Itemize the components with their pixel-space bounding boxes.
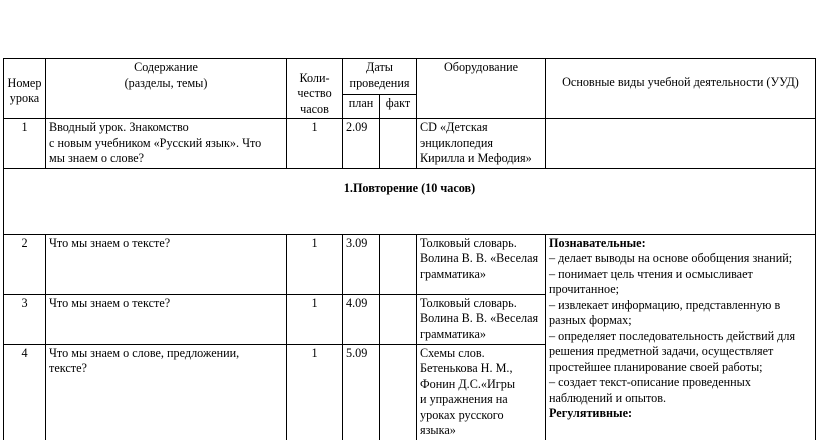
lesson-hours: 1 (287, 344, 343, 440)
lesson-number: 2 (4, 234, 46, 294)
header-hours: Коли- чество часов (287, 59, 343, 119)
lesson-hours: 1 (287, 234, 343, 294)
lesson-fact-date (380, 294, 417, 344)
header-activities: Основные виды учебной деятельности (УУД) (546, 59, 816, 119)
lesson-fact-date (380, 119, 417, 169)
lesson-fact-date (380, 344, 417, 440)
lesson-number: 4 (4, 344, 46, 440)
lesson-plan-date: 3.09 (343, 234, 380, 294)
lesson-number: 1 (4, 119, 46, 169)
lesson-topic: Что мы знаем о тексте? (46, 234, 287, 294)
activities-description: Познавательные: – делает выводы на основе обобщения знаний; – понимает цель чтения и осмысливает прочитанное; – извлекает информацию, представленную в разных формах; – определяет последовательность действий для решения предметной задачи, осуществляет простейшее планирование своей работы; – создает текст-описание проведенных наблюдений и опытов. Регулятивные: (546, 234, 816, 440)
lesson-plan-date: 5.09 (343, 344, 380, 440)
header-dates: Даты проведения (343, 59, 417, 95)
lesson-topic: Что мы знаем о слове, предложении, тексте? (46, 344, 287, 440)
lesson-equipment: CD «Детская энциклопедия Кирилла и Мефодия» (417, 119, 546, 169)
header-plan: план (343, 95, 380, 119)
lesson-hours: 1 (287, 294, 343, 344)
lesson-topic: Что мы знаем о тексте? (46, 294, 287, 344)
lesson-fact-date (380, 234, 417, 294)
lesson-equipment: Толковый словарь. Волина В. В. «Веселая грамматика» (417, 294, 546, 344)
header-equipment: Оборудование (417, 59, 546, 119)
lesson-hours: 1 (287, 119, 343, 169)
lesson-plan-table (3, 58, 816, 440)
lesson-topic: Вводный урок. Знакомство с новым учебником «Русский язык». Что мы знаем о слове? (46, 119, 287, 169)
header-fact: факт (380, 95, 417, 119)
table-row (4, 234, 816, 294)
lesson-activities (546, 119, 816, 169)
table-row (4, 119, 816, 169)
header-lesson-number: Номер урока (4, 59, 46, 119)
lesson-equipment: Схемы слов. Бетенькова Н. М., Фонин Д.С.«Игры и упражнения на уроках русского языка» (417, 344, 546, 440)
lesson-number: 3 (4, 294, 46, 344)
header-content: Содержание (разделы, темы) (46, 59, 287, 119)
lesson-plan-date: 2.09 (343, 119, 380, 169)
lesson-equipment: Толковый словарь. Волина В. В. «Веселая грамматика» (417, 234, 546, 294)
section-title: 1.Повторение (10 часов) (4, 168, 816, 234)
lesson-plan-date: 4.09 (343, 294, 380, 344)
section-row (4, 168, 816, 234)
